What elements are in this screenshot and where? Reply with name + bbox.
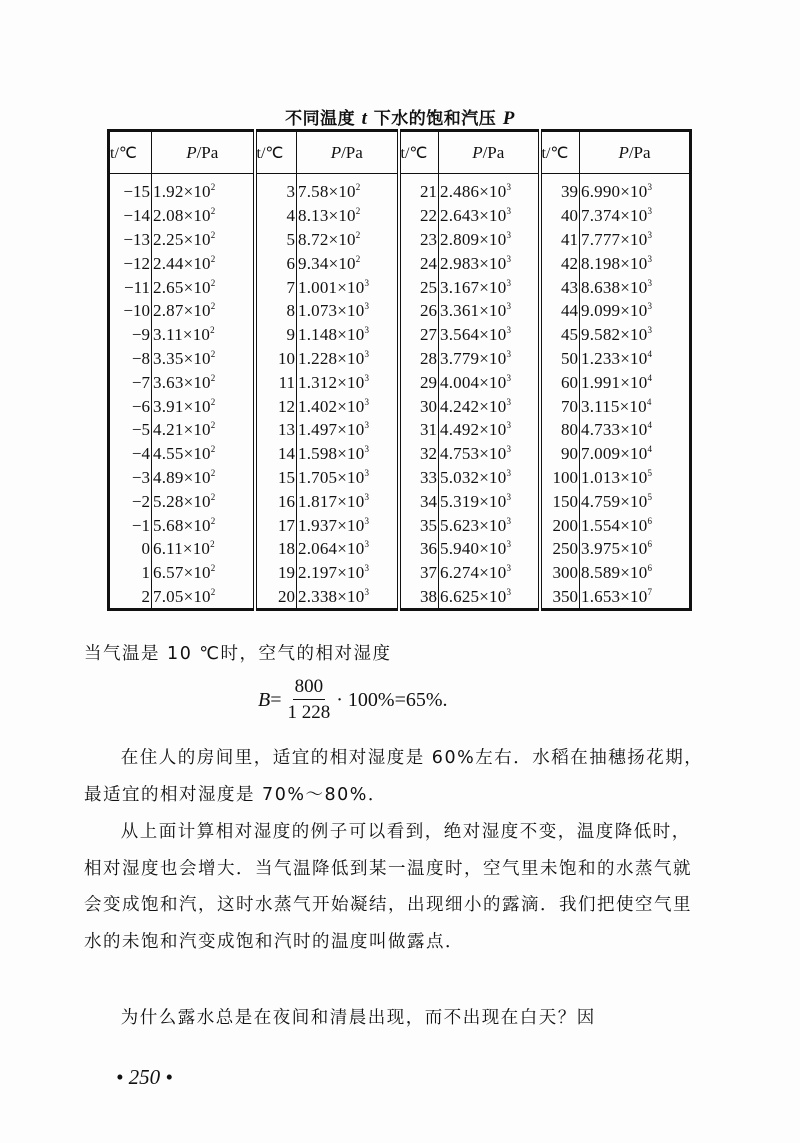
- pressure-cell: $4.492\times 10^3$: [439, 418, 540, 442]
- pressure-cell: $1.228\times 10^3$: [297, 347, 399, 371]
- temperature-cell: 80: [540, 418, 580, 442]
- pressure-cell: $3.975\times 10^6$: [580, 537, 691, 561]
- pressure-cell: $6.625\times 10^3$: [439, 585, 540, 610]
- table-caption: [0, 104, 800, 130]
- paragraph-dew-point: 从上面计算相对湿度的例子可以看到，绝对湿度不变，温度降低时，相对湿度也会增大．当气温降低到某一温度时，空气里未饱和的水蒸气就会变成饱和汽，这时水蒸气开始凝结，出现细小的露滴．我们把使空气里水的未饱和汽变成饱和汽时的温度叫做露点．: [84, 822, 692, 952]
- paragraph-dew-question: 为什么露水总是在夜间和清晨出现，而不出现在白天？因: [120, 1008, 596, 1028]
- temperature-cell: 14: [255, 442, 297, 466]
- pressure-cell: $3.11\times 10^2$: [152, 323, 255, 347]
- temperature-cell: −6: [109, 394, 152, 418]
- column-header-temperature: t/℃: [540, 131, 580, 174]
- pressure-cell: $1.653\times 10^7$: [580, 585, 691, 610]
- pressure-cell: $5.032\times 10^3$: [439, 466, 540, 490]
- pressure-cell: $5.28\times 10^2$: [152, 489, 255, 513]
- table-row: [109, 275, 691, 299]
- pressure-cell: $6.11\times 10^2$: [152, 537, 255, 561]
- paragraph-intro: 当气温是 10 ℃时，空气的相对湿度: [84, 644, 392, 664]
- temperature-cell: 150: [540, 489, 580, 513]
- temperature-cell: 21: [399, 174, 439, 204]
- pressure-cell: $5.940\times 10^3$: [439, 537, 540, 561]
- column-header-temperature: t/℃: [255, 131, 297, 174]
- temperature-cell: 30: [399, 394, 439, 418]
- table-row: [109, 466, 691, 490]
- temperature-cell: −8: [109, 347, 152, 371]
- column-header-pressure: P/Pa: [580, 131, 691, 174]
- pressure-cell: $9.099\times 10^3$: [580, 299, 691, 323]
- pressure-cell: $5.319\times 10^3$: [439, 489, 540, 513]
- pressure-cell: $6.274\times 10^3$: [439, 561, 540, 585]
- temperature-cell: 16: [255, 489, 297, 513]
- temperature-cell: 300: [540, 561, 580, 585]
- temperature-cell: −7: [109, 370, 152, 394]
- table-row: [109, 442, 691, 466]
- table-row: [109, 251, 691, 275]
- temperature-cell: 38: [399, 585, 439, 610]
- table-row: [109, 370, 691, 394]
- table-row: [109, 561, 691, 585]
- temperature-cell: −13: [109, 228, 152, 252]
- pressure-cell: $1.497\times 10^3$: [297, 418, 399, 442]
- pressure-cell: $3.115\times 10^4$: [580, 394, 691, 418]
- pressure-cell: $3.361\times 10^3$: [439, 299, 540, 323]
- temperature-cell: 10: [255, 347, 297, 371]
- pressure-cell: $6.57\times 10^2$: [152, 561, 255, 585]
- temperature-cell: 31: [399, 418, 439, 442]
- caption-text: 不同温度: [285, 109, 356, 129]
- temperature-cell: 44: [540, 299, 580, 323]
- temperature-cell: −5: [109, 418, 152, 442]
- table-row: [109, 418, 691, 442]
- temperature-cell: 0: [109, 537, 152, 561]
- column-header-pressure: P/Pa: [297, 131, 399, 174]
- fraction-denominator: 1 228: [287, 702, 331, 723]
- table-row: [109, 537, 691, 561]
- pressure-cell: $2.064\times 10^3$: [297, 537, 399, 561]
- table-row: [109, 394, 691, 418]
- paragraph-suitable-humidity: 在住人的房间里，适宜的相对湿度是 60%左右．水稻在抽穗扬花期，最适宜的相对湿度是 70%～80%．: [84, 748, 704, 805]
- pressure-cell: $8.72\times 10^2$: [297, 228, 399, 252]
- pressure-cell: $1.817\times 10^3$: [297, 489, 399, 513]
- pressure-cell: $4.759\times 10^5$: [580, 489, 691, 513]
- temperature-cell: 70: [540, 394, 580, 418]
- pressure-cell: $1.402\times 10^3$: [297, 394, 399, 418]
- temperature-cell: 42: [540, 251, 580, 275]
- pressure-cell: $1.991\times 10^4$: [580, 370, 691, 394]
- temperature-cell: 34: [399, 489, 439, 513]
- pressure-cell: $3.779\times 10^3$: [439, 347, 540, 371]
- pressure-cell: $4.733\times 10^4$: [580, 418, 691, 442]
- temperature-cell: 39: [540, 174, 580, 204]
- temperature-cell: −11: [109, 275, 152, 299]
- pressure-cell: $3.63\times 10^2$: [152, 370, 255, 394]
- pressure-cell: $1.312\times 10^3$: [297, 370, 399, 394]
- temperature-cell: 19: [255, 561, 297, 585]
- temperature-cell: −15: [109, 174, 152, 204]
- temperature-cell: 4: [255, 204, 297, 228]
- temperature-cell: −14: [109, 204, 152, 228]
- temperature-cell: 40: [540, 204, 580, 228]
- temperature-cell: 27: [399, 323, 439, 347]
- temperature-cell: 11: [255, 370, 297, 394]
- pressure-cell: $8.638\times 10^3$: [580, 275, 691, 299]
- table-body: [109, 174, 691, 610]
- pressure-cell: $1.073\times 10^3$: [297, 299, 399, 323]
- pressure-cell: $2.08\times 10^2$: [152, 204, 255, 228]
- pressure-cell: $2.809\times 10^3$: [439, 228, 540, 252]
- temperature-cell: 7: [255, 275, 297, 299]
- temperature-cell: 26: [399, 299, 439, 323]
- temperature-cell: 13: [255, 418, 297, 442]
- temperature-cell: 2: [109, 585, 152, 610]
- temperature-cell: 23: [399, 228, 439, 252]
- table-row: [109, 585, 691, 610]
- temperature-cell: 33: [399, 466, 439, 490]
- pressure-cell: $1.937\times 10^3$: [297, 513, 399, 537]
- column-header-pressure: P/Pa: [439, 131, 540, 174]
- pressure-cell: $7.374\times 10^3$: [580, 204, 691, 228]
- table-row: [109, 513, 691, 537]
- formula-equals: =: [270, 689, 282, 711]
- temperature-cell: 28: [399, 347, 439, 371]
- temperature-cell: 29: [399, 370, 439, 394]
- temperature-cell: 9: [255, 323, 297, 347]
- pressure-cell: $2.486\times 10^3$: [439, 174, 540, 204]
- temperature-cell: 200: [540, 513, 580, 537]
- pressure-cell: $3.91\times 10^2$: [152, 394, 255, 418]
- pressure-cell: $1.554\times 10^6$: [580, 513, 691, 537]
- pressure-cell: $9.34\times 10^2$: [297, 251, 399, 275]
- pressure-cell: $2.643\times 10^3$: [439, 204, 540, 228]
- pressure-cell: $7.009\times 10^4$: [580, 442, 691, 466]
- pressure-cell: $4.21\times 10^2$: [152, 418, 255, 442]
- pressure-cell: $8.589\times 10^6$: [580, 561, 691, 585]
- fraction-numerator: 800: [293, 675, 326, 700]
- pressure-cell: $7.05\times 10^2$: [152, 585, 255, 610]
- pressure-cell: $2.983\times 10^3$: [439, 251, 540, 275]
- temperature-cell: 15: [255, 466, 297, 490]
- pressure-cell: $1.001\times 10^3$: [297, 275, 399, 299]
- pressure-cell: $4.004\times 10^3$: [439, 370, 540, 394]
- temperature-cell: 36: [399, 537, 439, 561]
- pressure-cell: $2.197\times 10^3$: [297, 561, 399, 585]
- column-header-temperature: t/℃: [399, 131, 439, 174]
- table-row: [109, 299, 691, 323]
- temperature-cell: 37: [399, 561, 439, 585]
- pressure-cell: $2.338\times 10^3$: [297, 585, 399, 610]
- pressure-cell: $1.233\times 10^4$: [580, 347, 691, 371]
- temperature-cell: 35: [399, 513, 439, 537]
- pressure-cell: $3.564\times 10^3$: [439, 323, 540, 347]
- formula-variable: B: [258, 689, 271, 711]
- temperature-cell: 41: [540, 228, 580, 252]
- table-header-row: [109, 131, 691, 174]
- pressure-cell: $2.44\times 10^2$: [152, 251, 255, 275]
- temperature-cell: 60: [540, 370, 580, 394]
- pressure-cell: $1.92\times 10^2$: [152, 174, 255, 204]
- pressure-cell: $4.242\times 10^3$: [439, 394, 540, 418]
- temperature-cell: −9: [109, 323, 152, 347]
- caption-text: 下水的饱和汽压: [373, 109, 497, 129]
- pressure-cell: $5.68\times 10^2$: [152, 513, 255, 537]
- temperature-cell: 3: [255, 174, 297, 204]
- pressure-cell: $8.13\times 10^2$: [297, 204, 399, 228]
- temperature-cell: 20: [255, 585, 297, 610]
- temperature-cell: −2: [109, 489, 152, 513]
- pressure-cell: $4.55\times 10^2$: [152, 442, 255, 466]
- temperature-cell: 250: [540, 537, 580, 561]
- pressure-cell: $1.013\times 10^5$: [580, 466, 691, 490]
- formula-rhs: · 100%=65%.: [336, 689, 448, 711]
- caption-variable: t: [361, 108, 368, 129]
- pressure-cell: $5.623\times 10^3$: [439, 513, 540, 537]
- column-header-temperature: t/℃: [109, 131, 152, 174]
- pressure-cell: $1.148\times 10^3$: [297, 323, 399, 347]
- temperature-cell: 18: [255, 537, 297, 561]
- pressure-cell: $3.35\times 10^2$: [152, 347, 255, 371]
- pressure-cell: $6.990\times 10^3$: [580, 174, 691, 204]
- temperature-cell: 6: [255, 251, 297, 275]
- temperature-cell: 12: [255, 394, 297, 418]
- temperature-cell: −3: [109, 466, 152, 490]
- pressure-cell: $9.582\times 10^3$: [580, 323, 691, 347]
- temperature-cell: 1: [109, 561, 152, 585]
- pressure-cell: $7.58\times 10^2$: [297, 174, 399, 204]
- temperature-cell: −10: [109, 299, 152, 323]
- temperature-cell: −12: [109, 251, 152, 275]
- pressure-cell: $4.89\times 10^2$: [152, 466, 255, 490]
- table-row: [109, 174, 691, 204]
- page-number: • 250 •: [116, 1065, 173, 1089]
- temperature-cell: 24: [399, 251, 439, 275]
- caption-symbol: P: [502, 108, 515, 129]
- temperature-cell: 25: [399, 275, 439, 299]
- table-row: [109, 204, 691, 228]
- temperature-cell: 22: [399, 204, 439, 228]
- pressure-cell: $8.198\times 10^3$: [580, 251, 691, 275]
- temperature-cell: −4: [109, 442, 152, 466]
- temperature-cell: 5: [255, 228, 297, 252]
- temperature-cell: 100: [540, 466, 580, 490]
- pressure-cell: $2.87\times 10^2$: [152, 299, 255, 323]
- pressure-cell: $1.598\times 10^3$: [297, 442, 399, 466]
- table-row: [109, 347, 691, 371]
- table-row: [109, 489, 691, 513]
- pressure-cell: $1.705\times 10^3$: [297, 466, 399, 490]
- temperature-cell: 43: [540, 275, 580, 299]
- pressure-cell: $7.777\times 10^3$: [580, 228, 691, 252]
- pressure-cell: $2.25\times 10^2$: [152, 228, 255, 252]
- temperature-cell: 90: [540, 442, 580, 466]
- temperature-cell: 17: [255, 513, 297, 537]
- saturation-pressure-table: [107, 129, 692, 611]
- pressure-cell: $4.753\times 10^3$: [439, 442, 540, 466]
- relative-humidity-formula: [258, 675, 448, 726]
- formula-fraction: [288, 675, 331, 726]
- column-header-pressure: P/Pa: [152, 131, 255, 174]
- temperature-cell: 45: [540, 323, 580, 347]
- table-row: [109, 228, 691, 252]
- temperature-cell: −1: [109, 513, 152, 537]
- pressure-cell: $3.167\times 10^3$: [439, 275, 540, 299]
- temperature-cell: 50: [540, 347, 580, 371]
- table-row: [109, 323, 691, 347]
- temperature-cell: 32: [399, 442, 439, 466]
- temperature-cell: 8: [255, 299, 297, 323]
- temperature-cell: 350: [540, 585, 580, 610]
- pressure-cell: $2.65\times 10^2$: [152, 275, 255, 299]
